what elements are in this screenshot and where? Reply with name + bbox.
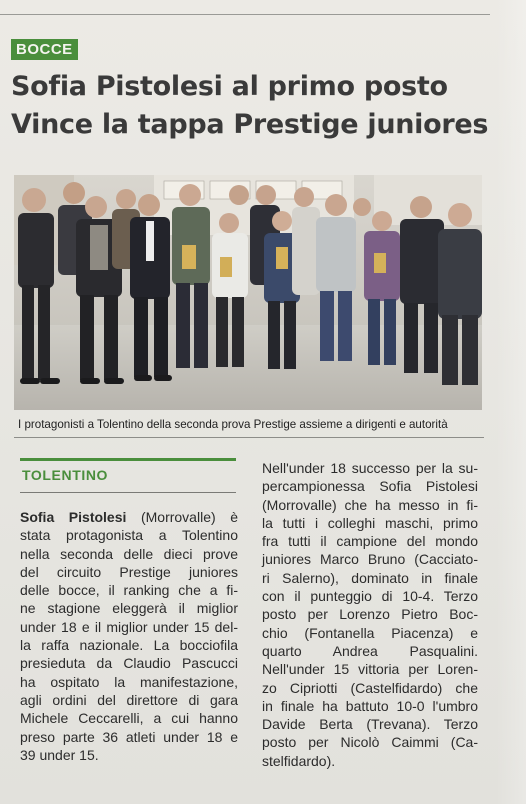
article-lead: Sofia Pistolesi xyxy=(20,509,127,525)
section-tag: BOCCE xyxy=(11,39,78,60)
article-line: Davide Berta (Trevana). Terzo xyxy=(262,716,478,733)
kicker-rule xyxy=(20,492,236,493)
article-line: zo Cipriotti (Castelfidardo) che xyxy=(262,679,478,696)
headline-line-2: Vince la tappa Prestige juniores xyxy=(11,109,489,140)
article-line: under 18 e il miglior under 15 del- xyxy=(20,618,238,635)
photo-caption: I protagonisti a Tolentino della seconda prova Prestige assieme a dirigenti e autorità xyxy=(18,418,448,431)
article-line: posto per Lorenzo Pietro Boc- xyxy=(262,606,478,623)
headline xyxy=(11,68,516,144)
article-line: ha ospitato la manifestazione, xyxy=(20,673,238,690)
group-photo-icon xyxy=(14,175,482,410)
article-line: nella seconda delle dieci prove xyxy=(20,545,238,562)
article-column-left xyxy=(20,508,238,764)
kicker: TOLENTINO xyxy=(22,467,109,483)
article-line: Sofia Pistolesi (Morrovalle) è xyxy=(20,509,238,525)
article-line: del circuito Prestige juniores xyxy=(20,563,238,580)
article-line: agli ordini del direttore di gara xyxy=(20,691,238,708)
article-line: 39 under 15. xyxy=(20,746,99,763)
article-line: la raffa nazionale. La bocciofila xyxy=(20,637,238,654)
article-line: quarto Andrea Pasqualini. xyxy=(262,642,478,659)
article-line: ri Salerno), dominato in finale xyxy=(262,569,478,586)
top-rule xyxy=(0,14,490,15)
group-photo xyxy=(14,175,482,410)
article-line: Nell'under 15 vittoria per Loren- xyxy=(262,661,478,678)
article-line: posto per Nicolò Caimmi (Ca- xyxy=(262,734,478,751)
headline-line-1: Sofia Pistolesi al primo posto xyxy=(11,71,448,102)
article-line: stata protagonista a Tolentino xyxy=(20,527,238,544)
article-line: stelfidardo). xyxy=(262,752,336,769)
article-line: ne stagione eleggerà il miglior xyxy=(20,600,238,617)
kicker-accent-bar xyxy=(20,458,236,461)
article-line: preso parte 36 atleti under 18 e xyxy=(20,728,238,745)
article-column-right xyxy=(262,459,478,770)
article-line: juniores Marco Bruno (Cacciato- xyxy=(262,551,478,568)
article-line: fra tutti il campione del mondo xyxy=(262,533,478,550)
article-line: con il punteggio di 10-4. Terzo xyxy=(262,588,478,605)
article-line: chio (Fontanella Piacenza) e xyxy=(262,624,478,641)
article-line: la tutti i colleghi maschi, primo xyxy=(262,514,478,531)
article-line: percampionessa Sofia Pistolesi xyxy=(262,478,478,495)
article-line: Michele Ceccarelli, a cui hanno xyxy=(20,710,238,727)
article-line: delle bocce, il ranking che a fi- xyxy=(20,582,238,599)
article-line: Nell'under 18 successo per la su- xyxy=(262,460,478,476)
article-line: presieduta da Claudio Pascucci xyxy=(20,655,238,672)
caption-rule xyxy=(14,437,484,438)
page-edge-shade xyxy=(496,0,526,804)
article-line: (Morrovalle) che ha messo in fi- xyxy=(262,496,478,513)
article-line: in finale ha battuto 10-0 l'umbro xyxy=(262,697,478,714)
